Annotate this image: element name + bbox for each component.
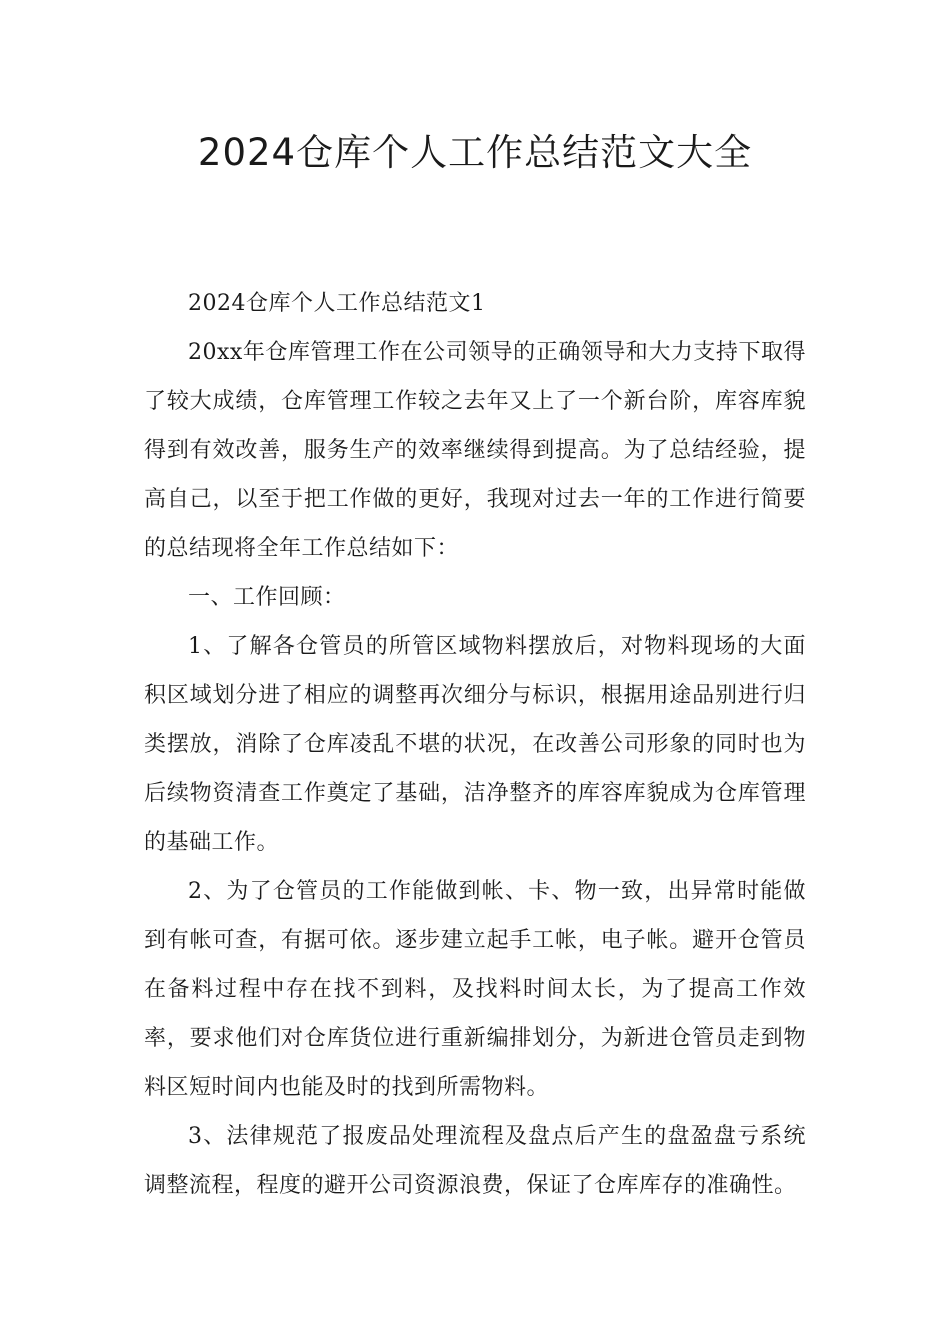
paragraph-item-2: 2、为了仓管员的工作能做到帐、卡、物一致，出异常时能做到有帐可查，有据可依。逐步建立起手工帐，电子帐。避开仓管员在备料过程中存在找不到料，及找料时间太长，为了提高工作效率，要求他们对仓库货位进行重新编排划分，为新进仓管员走到物料区短时间内也能及时的找到所需物料。 bbox=[144, 879, 806, 1100]
intro-paragraph: 20xx年仓库管理工作在公司领导的正确领导和大力支持下取得了较大成绩，仓库管理工作较之去年又上了一个新台阶，库容库貌得到有效改善，服务生产的效率继续得到提高。为了总结经验，提高自己，以至于把工作做的更好，我现对过去一年的工作进行简要的总结现将全年工作总结如下： bbox=[144, 340, 806, 561]
document-body bbox=[144, 279, 806, 1210]
document-title: 2024仓库个人工作总结范文大全 bbox=[197, 131, 753, 174]
section-heading: 2024仓库个人工作总结范文1 bbox=[188, 291, 486, 316]
paragraph-item-3: 3、法律规范了报废品处理流程及盘点后产生的盘盈盘亏系统调整流程，程度的避开公司资源浪费，保证了仓库库存的准确性。 bbox=[144, 1124, 806, 1198]
paragraph-item-1: 1、了解各仓管员的所管区域物料摆放后，对物料现场的大面积区域划分进了相应的调整再次细分与标识，根据用途品别进行归类摆放，消除了仓库凌乱不堪的状况，在改善公司形象的同时也为后续物资清查工作奠定了基础，洁净整齐的库容库貌成为仓库管理的基础工作。 bbox=[144, 634, 806, 855]
review-heading: 一、工作回顾： bbox=[188, 585, 346, 610]
